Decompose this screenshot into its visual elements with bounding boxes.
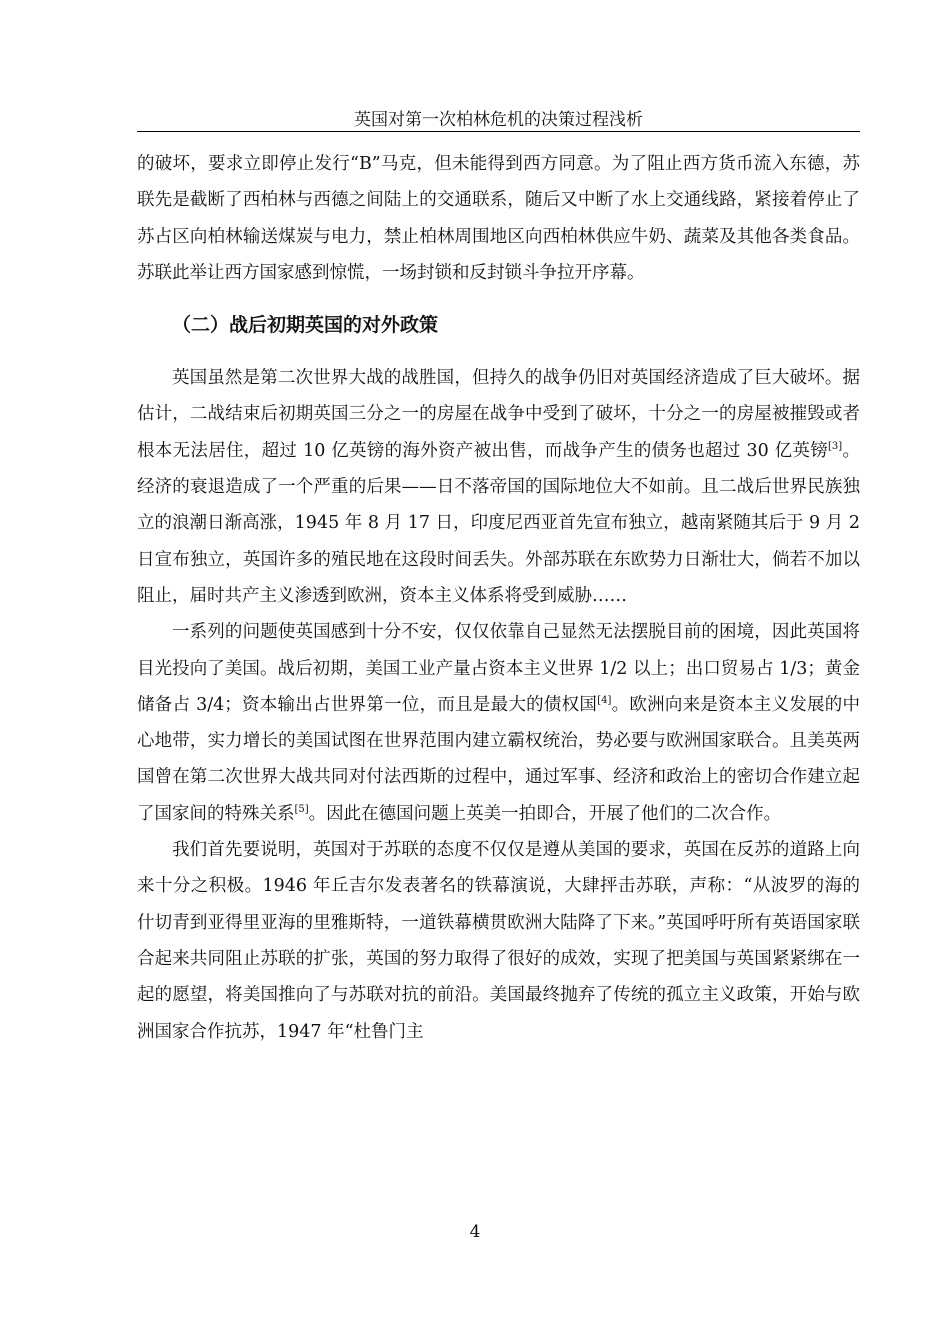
paragraph-1-text-a: 英国虽然是第二次世界大战的战胜国，但持久的战争仍旧对英国经济造成了巨大破坏。据估计，二战结束后初期英国三分之一的房屋在战争中受到了破坏，十分之一的房屋被摧毁或者根本无法居住，超过 10 亿英镑的海外资产被出售，而战争产生的债务也超过 30 亿英镑 — [137, 368, 860, 461]
header-divider — [137, 131, 860, 132]
body-text — [137, 146, 860, 1050]
paragraph-1 — [137, 360, 860, 614]
paragraph-2-text-b: 。欧洲向来是资本主义发展的中心地带，实力增长的美国试图在世界范围内建立霸权统治，势必要与欧洲国家联合。且美英两国曾在第二次世界大战共同对付法西斯的过程中，通过军事、经济和政治上的密切合作建立起了国家间的特殊关系 — [137, 694, 860, 824]
citation-3[interactable]: [3] — [828, 440, 843, 452]
paragraph-2-text-a: 一系列的问题使英国感到十分不安，仅仅依靠自己显然无法摆脱目前的困境，因此英国将目光投向了美国。战后初期，美国工业产量占资本主义世界 1/2 以上；出口贸易占 1/3；黄金储备占 3/4；资本输出占世界第一位，而且是最大的债权国 — [137, 622, 860, 715]
section-heading: （二）战后初期英国的对外政策 — [172, 314, 439, 337]
paragraph-continued: 的破坏，要求立即停止发行“B”马克，但未能得到西方同意。为了阻止西方货币流入东德，苏联先是截断了西柏林与西德之间陆上的交通联系，随后又中断了水上交通线路，紧接着停止了苏占区向柏林输送煤炭与电力，禁止柏林周围地区向西柏林供应牛奶、蔬菜及其他各类食品。苏联此举让西方国家感到惊慌，一场封锁和反封锁斗争拉开序幕。 — [137, 154, 860, 283]
citation-5[interactable]: [5] — [294, 803, 309, 815]
paragraph-2-text-c: 。因此在德国问题上英美一拍即合，开展了他们的二次合作。 — [308, 803, 782, 824]
citation-4[interactable]: [4] — [597, 695, 612, 707]
running-header: 英国对第一次柏林危机的决策过程浅析 — [354, 110, 643, 130]
paragraph-1-text-b: 。经济的衰退造成了一个严重的后果——日不落帝国的国际地位大不如前。且二战后世界民族独立的浪潮日渐高涨，1945 年 8 月 17 日，印度尼西亚首先宣布独立，越南紧随其后于 9 月 2 日宣布独立，英国许多的殖民地在这段时间丢失。外部苏联在东欧势力日渐壮大，倘若不加以阻止，届时共产主义渗透到欧洲，资本主义体系将受到威胁…… — [137, 440, 860, 606]
paragraph-3: 我们首先要说明，英国对于苏联的态度不仅仅是遵从美国的要求，英国在反苏的道路上向来十分之积极。1946 年丘吉尔发表著名的铁幕演说，大肆抨击苏联，声称：“从波罗的海的什切青到亚得里亚海的里雅斯特，一道铁幕横贯欧洲大陆降了下来。”英国呼吁所有英语国家联合起来共同阻止苏联的扩张，英国的努力取得了很好的成效，实现了把美国与英国紧紧绑在一起的愿望，将美国推向了与苏联对抗的前沿。美国最终抛弃了传统的孤立主义政策，开始与欧洲国家合作抗苏，1947 年“杜鲁门主 — [137, 840, 860, 1042]
page-number: 4 — [469, 1222, 481, 1242]
paragraph-2 — [137, 614, 860, 832]
